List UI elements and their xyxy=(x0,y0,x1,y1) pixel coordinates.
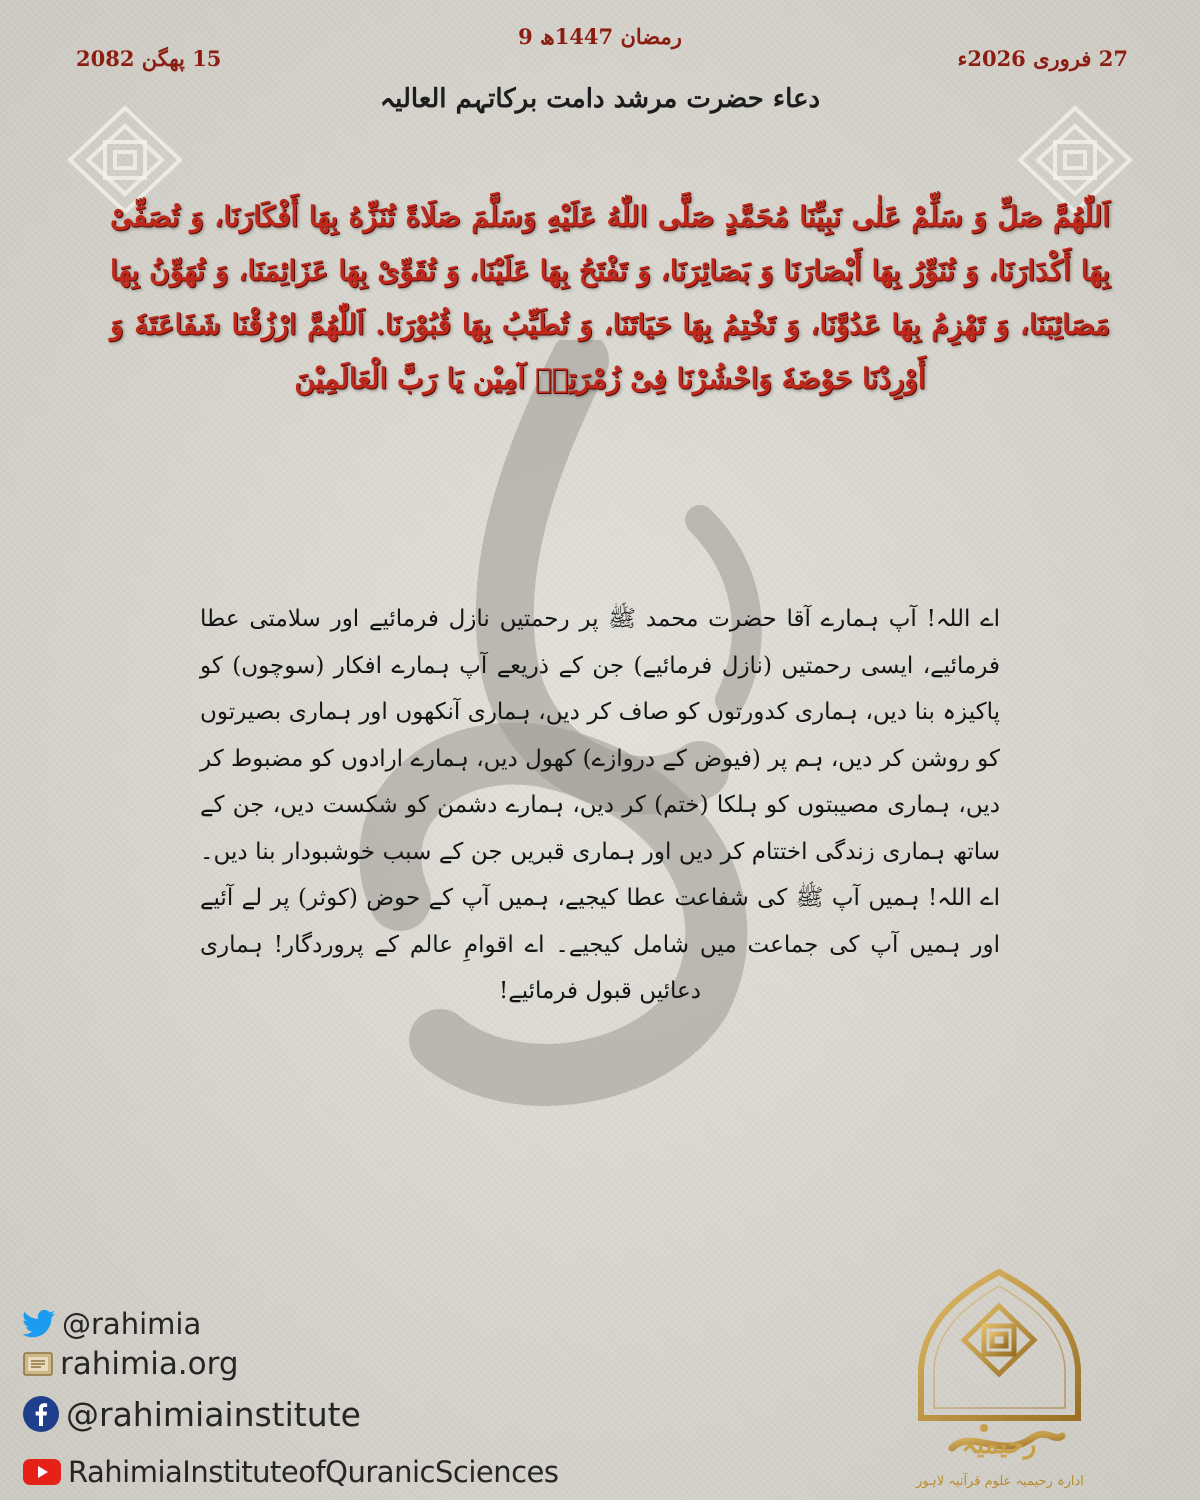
urdu-translation-text: اے اللہ! آپ ہمارے آقا حضرت محمد ﷺ پر رحمتیں نازل فرمائیے اور سلامتی عطا فرمائیے، ایسی رحمتیں (نازل فرمائیے) جن کے ذریعے آپ ہمارے افکار (سوچوں) کو پاکیزہ بنا دیں، ہماری کدورتوں کو صاف کر دیں، ہماری آنکھوں اور ہماری بصیرتوں کو روشن کر دیں، ہم پر (فیوض کے دروازے) کھول دیں، ہمارے ارادوں کو مضبوط کر دیں، ہماری مصیبتوں کو ہلکا (ختم) کر دیں، ہمارے دشمن کو شکست دیں، جن کے ساتھ ہماری زندگی اختتام کر دیں اور ہماری قبریں جن کے سبب خوشبودار بنا دیں۔ اے اللہ! ہمیں آپ ﷺ کی شفاعت عطا کیجیے، ہمیں آپ کے حوض (کوثر) پر لے آئیے اور ہمیں آپ کی جماعت میں شامل کیجیے۔ اے اقوامِ عالم کے پروردگار! ہماری دعائیں قبول فرمائیے! xyxy=(200,606,1000,1004)
page-title: دعاء حضرت مرشد دامت برکاتہم العالیہ xyxy=(379,84,821,114)
website-url: rahimia.org xyxy=(60,1346,239,1382)
youtube-channel: RahimiaInstituteofQuranicSciences xyxy=(68,1455,559,1489)
youtube-link[interactable] xyxy=(22,1454,559,1490)
twitter-icon xyxy=(22,1310,56,1338)
institute-logo xyxy=(912,1268,1087,1470)
logo-name: رحیمیہ xyxy=(961,1430,1037,1460)
website-link[interactable] xyxy=(22,1346,239,1382)
twitter-handle: @rahimia xyxy=(62,1307,202,1341)
twitter-link[interactable] xyxy=(22,1306,201,1342)
youtube-icon xyxy=(22,1458,62,1486)
facebook-icon xyxy=(22,1395,60,1433)
hijri-date: 9 رمضان 1447ھ xyxy=(518,24,682,49)
bikrami-date: 15 پھگن 2082 xyxy=(76,46,222,71)
logo-subtitle: ادارہ رحیمیہ علوم قرآنیہ لاہور xyxy=(916,1474,1084,1489)
gregorian-date: 27 فروری 2026ء xyxy=(957,46,1128,71)
facebook-link[interactable] xyxy=(22,1396,361,1432)
web-icon xyxy=(22,1350,54,1378)
arabic-dua-text: اَللّٰهُمَّ صَلِّ وَ سَلِّمْ عَلٰی نَبِیِّنَا مُحَمَّدٍ صَلَّی اللّٰهُ عَلَیْهِ وَسَلَّمَ صَلَاةً تُنَزِّهُ بِهَا أَفْكَارَنَا، وَ تُصَفِّیْ بِهَا أَكْدَارَنَا، وَ تُنَوِّرُ بِهَا أَبْصَارَنَا وَ بَصَائِرَنَا، وَ تَفْتَحُ بِهَا عَلَیْنَا، وَ تُقَوِّیْ بِهَا عَزَائِمَنَا، وَ تُهَوِّنُ بِهَا مَصَائِبَنَا، وَ تَهْزِمُ بِهَا عَدُوَّنَا، وَ تَخْتِمُ بِهَا حَیَاتَنَا، وَ تُطَیِّبُ بِهَا قُبُوْرَنَا. اَللّٰهُمَّ ارْزُقْنَا شَفَاعَتَهٗ وَ أَوْرِدْنَا حَوْضَهٗ وَاحْشُرْنَا فِیْ زُمْرَتِهٖ آمِیْن یَا رَبَّ الْعَالَمِیْنَ xyxy=(110,200,1110,395)
facebook-handle: @rahimiainstitute xyxy=(66,1394,361,1434)
